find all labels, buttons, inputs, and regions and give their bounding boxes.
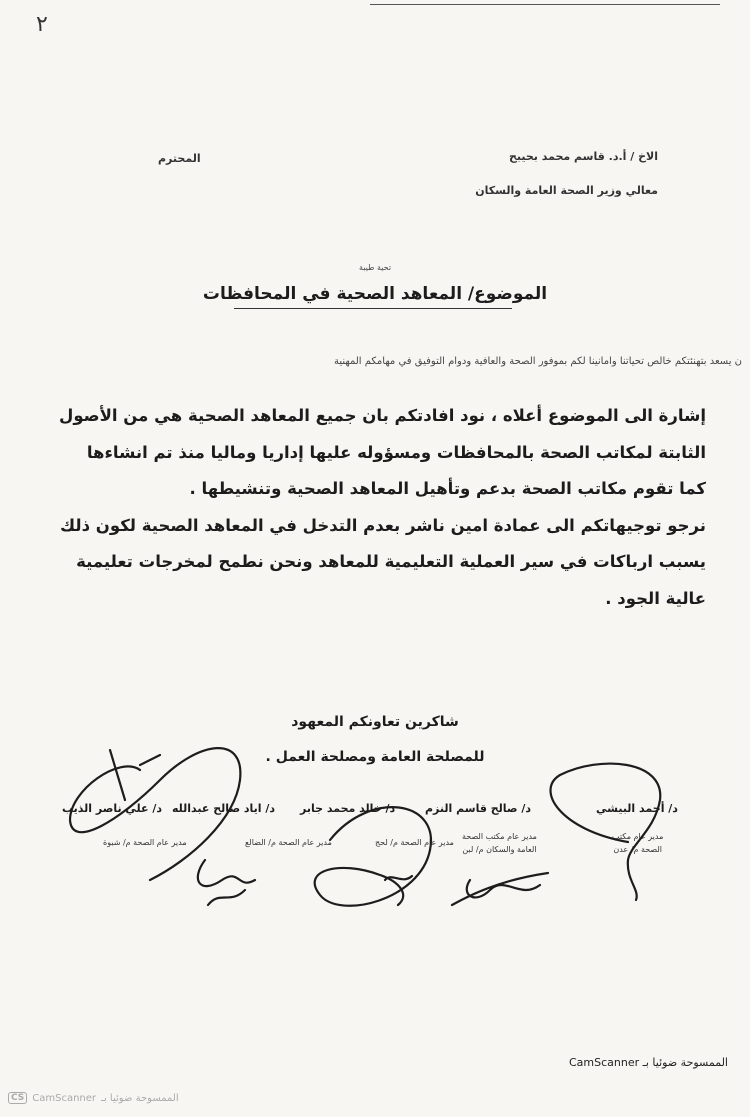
signatory-title-1: مدير عام مكتب الصحة م/ عدن <box>612 832 664 854</box>
signatory-name-1: د/ أحمد البيشي <box>596 802 678 815</box>
signatory-name-4: د/ اياد صالح عبدالله <box>172 802 276 815</box>
signatory-title-5: مدير عام الصحة م/ شبوة <box>103 838 187 847</box>
subject-heading: الموضوع/ المعاهد الصحية في المحافظات <box>202 284 548 304</box>
signatory-title-3: مدير عام الصحة م/ لحج <box>375 838 454 847</box>
addressee-name: الاخ / أ.د. قاسم محمد بحيبح <box>508 150 658 163</box>
closing-public-interest: للمصلحة العامة ومصلحة العمل . <box>265 749 485 765</box>
camscanner-watermark <box>8 1092 179 1104</box>
signatory-title-2: مدير عام مكتب الصحة العامة والسكان م/ لبن <box>462 832 537 854</box>
respected-label: المحترم <box>158 152 201 165</box>
signature-5 <box>70 748 240 880</box>
body-paragraph-2: نرجو توجيهاتكم الى عمادة امين ناشر بعدم التدخل في المعاهد الصحية لكون ذلك يسبب ارباكات في سير العملية التعليمية للمعاهد ونحن نطمح لمخرجات تعليمية عالية الجود . <box>60 515 706 608</box>
cs-logo-badge: CS <box>8 1092 27 1104</box>
signature-3 <box>315 807 431 906</box>
page-number: ٢ <box>36 12 48 37</box>
addressee-title: معالي وزير الصحة العامة والسكان <box>475 184 658 197</box>
closing-thanks: شاكرين تعاونكم المعهود <box>291 714 459 730</box>
signatory-name-5: د/ علي ناصر الذيب <box>62 802 163 815</box>
signature-2 <box>452 873 548 905</box>
signatory-name-3: د/ خالد محمد جابر <box>300 802 396 815</box>
courtesy-line: ن يسعد بتهنئتكم خالص تحياتنا وامانينا لكم بموفور الصحة والعافية ودوام التوفيق في مهامكم المهنية <box>333 356 742 367</box>
watermark-arabic: الممسوحة ضوئيا بـ <box>101 1092 179 1104</box>
signatory-name-2: د/ صالح قاسم النزم <box>425 802 532 815</box>
signatory-title-4: مدير عام الصحة م/ الضالع <box>245 838 332 847</box>
scanner-footer: الممسوحة ضوئيا بـ CamScanner <box>568 1056 728 1069</box>
watermark-text: CamScanner <box>32 1092 97 1104</box>
greeting: تحية طيبة <box>358 263 392 272</box>
signature-4 <box>198 860 255 905</box>
body-paragraph-1: إشارة الى الموضوع أعلاه ، نود افادتكم بان جميع المعاهد الصحية هي من الأصول الثابتة لمكاتب الصحة بالمحافظات ومسؤوله عليها إداريا وماليا منذ تم انشاءها كما تقوم مكاتب الصحة بدعم وتأهيل المعاهد الصحية وتنشيطها . <box>59 406 706 498</box>
signature-1 <box>551 764 664 900</box>
